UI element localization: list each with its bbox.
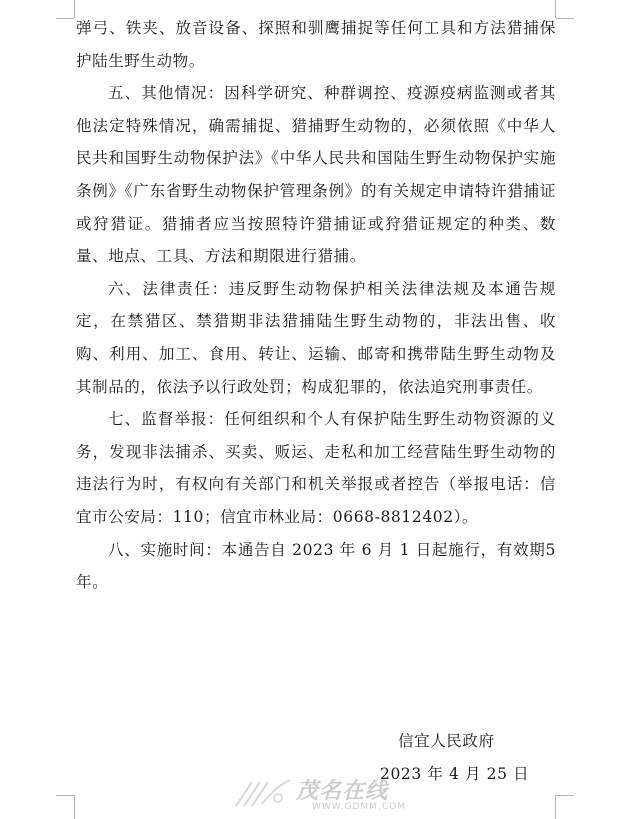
crop-mark-bottom-right-horizontal bbox=[556, 795, 574, 796]
crop-mark-bottom-left-vertical bbox=[74, 795, 75, 819]
crop-mark-top-left-vertical bbox=[74, 0, 75, 18]
signature-organization: 信宜人民政府 bbox=[398, 732, 495, 750]
signature-date: 2023 年 4 月 25 日 bbox=[380, 765, 530, 783]
watermark-logo-icon bbox=[232, 776, 292, 812]
crop-mark-bottom-right-vertical bbox=[555, 795, 556, 819]
crop-mark-bottom-left-horizontal bbox=[56, 795, 74, 796]
watermark-url: WWW.GDMM.COM bbox=[312, 802, 406, 812]
crop-mark-top-left-horizontal bbox=[56, 18, 74, 19]
paragraph-legal-liability: 六、法律责任：违反野生动物保护相关法律法规及本通告规定，在禁猎区、禁猎期非法猎捕陆生野生动物的，非法出售、收购、利用、加工、食用、转让、运输、邮寄和携带陆生野生动物及其制品的，依法予以行政处罚；构成犯罪的，依法追究刑事责任。 bbox=[76, 279, 556, 396]
crop-mark-top-right-horizontal bbox=[556, 18, 574, 19]
paragraph-implementation-date: 八、实施时间：本通告自 2023 年 6 月 1 日起施行，有效期5 年。 bbox=[76, 540, 556, 592]
paragraph-other-situations: 五、其他情况：因科学研究、种群调控、疫源疫病监测或者其他法定特殊情况，确需捕捉、猎捕野生动物的，必须依照《中华人民共和国野生动物保护法》《中华人民共和国陆生野生动物保护实施条例》《广东省野生动物保护管理条例》的有关规定申请特许猎捕证或狩猎证。猎捕者应当按照特许猎捕证或狩猎证规定的种类、数量、地点、工具、方法和期限进行猎捕。 bbox=[76, 84, 556, 266]
paragraph-supervision-reporting: 七、监督举报：任何组织和个人有保护陆生野生动物资源的义务，发现非法捕杀、买卖、贩运、走私和加工经营陆生野生动物的违法行为时，有权向有关部门和机关举报或者控告（举报电话：信宜市公安局：110；信宜市林业局：0668-8812402）。 bbox=[76, 410, 556, 526]
watermark-brand: 茂名在线 bbox=[296, 779, 389, 804]
notice-body bbox=[76, 12, 556, 599]
watermark bbox=[232, 772, 432, 816]
paragraph-continuation: 弹弓、铁夹、放音设备、探照和驯鹰捕捉等任何工具和方法猎捕保护陆生野生动物。 bbox=[76, 19, 556, 70]
